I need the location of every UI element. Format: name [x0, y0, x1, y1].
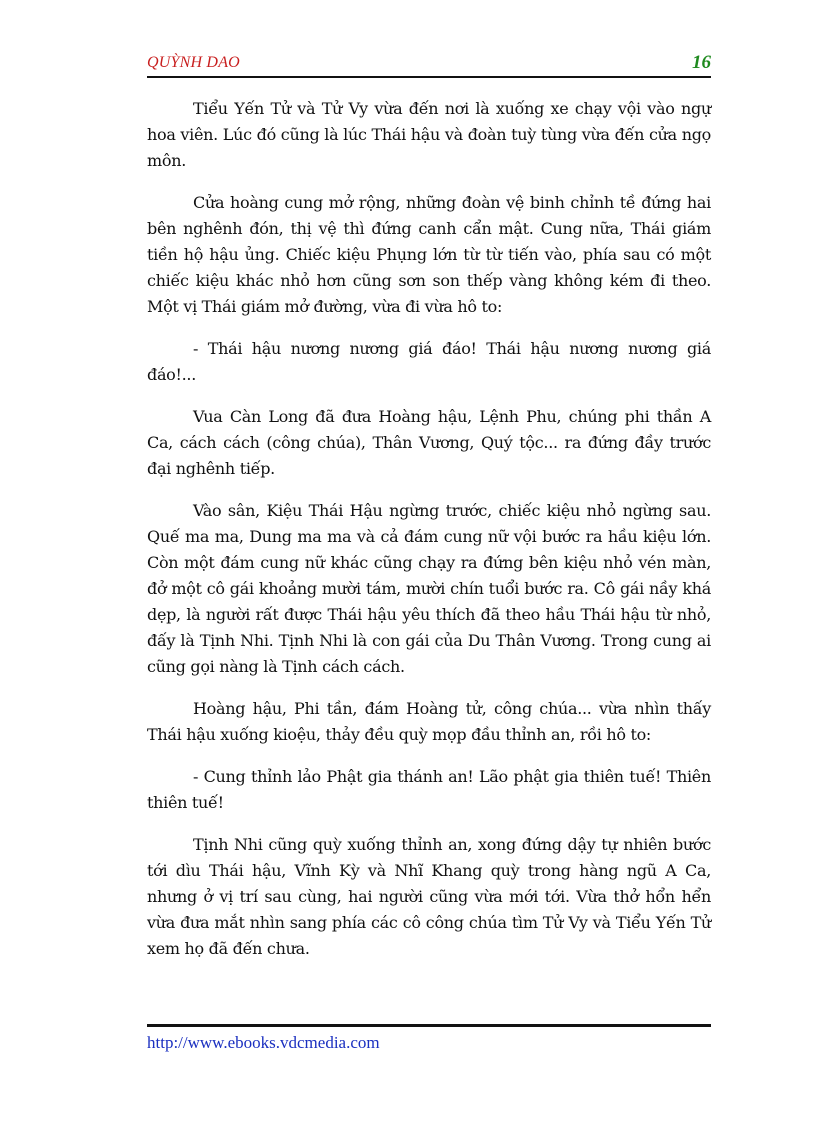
- header-divider: [147, 76, 711, 78]
- paragraph-4: Vua Càn Long đã đưa Hoàng hậu, Lệnh Phu, chúng phi thần A Ca, cách cách (công chúa), Thân Vương, Quý tộc... ra đứng đầy trước đại nghênh tiếp.: [147, 407, 711, 478]
- header-author: QUỲNH DAO: [147, 54, 240, 71]
- footer-divider: [147, 1024, 711, 1027]
- paragraph-5: Vào sân, Kiệu Thái Hậu ngừng trước, chiếc kiệu nhỏ ngừng sau. Quế ma ma, Dung ma ma và cả đám cung nữ vội bước ra hầu kiệu lớn. Còn một đám cung nữ khác cũng chạy ra đứng bên kiệu nhỏ vén màn, đở một cô gái khoảng mười tám, mười chín tuổi bước ra. Cô gái nầy khá dẹp, là người rất được Thái hậu yêu thích đã theo hầu Thái hậu từ nhỏ, đấy là Tịnh Nhi. Tịnh Nhi là con gái của Du Thân Vương. Trong cung ai cũng gọi nàng là Tịnh cách cách.: [147, 501, 711, 676]
- paragraph-2: Cửa hoàng cung mở rộng, những đoàn vệ binh chỉnh tề đứng hai bên nghênh đón, thị vệ thì đứng canh cẩn mật. Cung nữa, Thái giám tiền hộ hậu ủng. Chiếc kiệu Phụng lớn từ từ tiến vào, phía sau có một chiếc kiệu khác nhỏ hơn cũng sơn son thếp vàng không kém đi theo. Một vị Thái giám mở đường, vừa đi vừa hô to:: [147, 193, 711, 316]
- paragraph-7: - Cung thỉnh lảo Phật gia thánh an! Lão phật gia thiên tuế! Thiên thiên tuế!: [147, 767, 711, 812]
- footer-url-link[interactable]: http://www.ebooks.vdcmedia.com: [147, 1033, 380, 1052]
- paragraph-6: Hoàng hậu, Phi tần, đám Hoàng tử, công chúa... vừa nhìn thấy Thái hậu xuống kioệu, thảy đều quỳ mọp đầu thỉnh an, rồi hô to:: [147, 699, 711, 744]
- body-text: [147, 96, 711, 978]
- page-number: 16: [692, 52, 711, 73]
- paragraph-3: - Thái hậu nương nương giá đáo! Thái hậu nương nương giá đáo!...: [147, 339, 711, 384]
- paragraph-8: Tịnh Nhi cũng quỳ xuống thỉnh an, xong đứng dậy tự nhiên bước tới dìu Thái hậu, Vĩnh Kỳ và Nhĩ Khang quỳ trong hàng ngũ A Ca, nhưng ở vị trí sau cùng, hai người cũng vừa mới tới. Vừa thở hổn hển vừa đưa mắt nhìn sang phía các cô công chúa tìm Tử Vy và Tiểu Yến Tử xem họ đã đến chưa.: [147, 835, 711, 958]
- page-header: [147, 52, 711, 78]
- paragraph-1: Tiểu Yến Tử và Tử Vy vừa đến nơi là xuống xe chạy vội vào ngự hoa viên. Lúc đó cũng là lúc Thái hậu và đoàn tuỳ tùng vừa đến cửa ngọ môn.: [147, 99, 711, 170]
